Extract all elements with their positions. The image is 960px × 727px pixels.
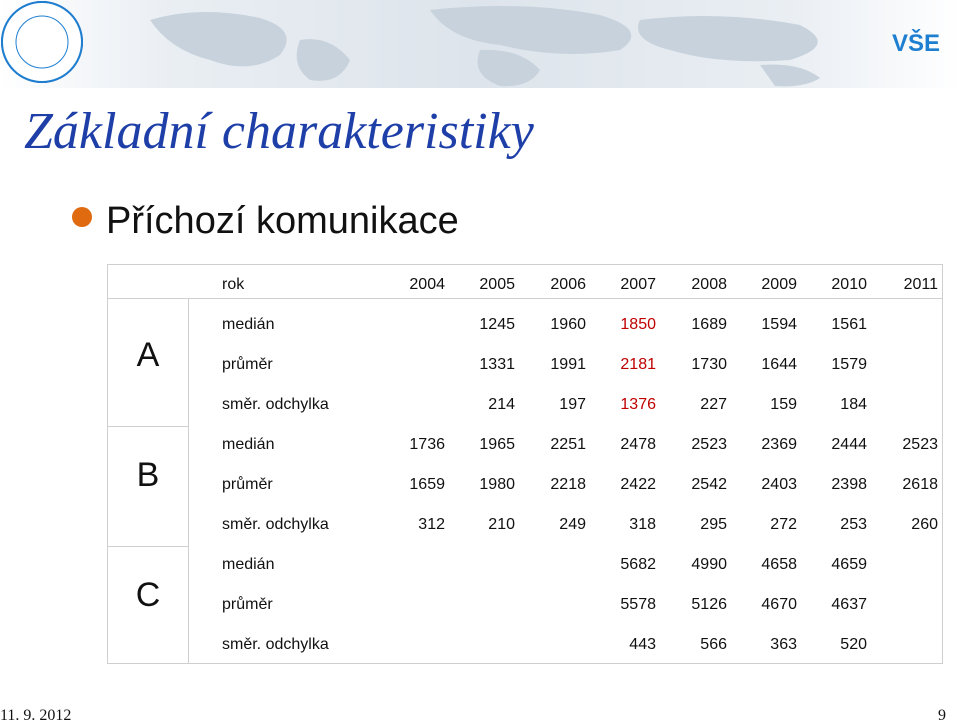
header-label-rok: rok: [222, 276, 245, 293]
table-cell: 159: [770, 396, 797, 413]
table-cell: 1594: [761, 316, 797, 333]
table-cell: 214: [488, 396, 515, 413]
table-cell: 2218: [550, 476, 586, 493]
footer-date: 11. 9. 2012: [0, 707, 72, 724]
row-label: medián: [222, 316, 275, 333]
table-cell: 2618: [902, 476, 938, 493]
table-cell: 363: [770, 636, 797, 653]
table-cell: 2181: [620, 356, 656, 373]
table-cell: 5578: [620, 596, 656, 613]
header-year: 2009: [761, 276, 797, 293]
world-map-graphic: [0, 0, 960, 88]
table-cell: 312: [418, 516, 445, 533]
table-cell: 1965: [479, 436, 515, 453]
table-cell: 249: [559, 516, 586, 533]
row-label: průměr: [222, 476, 273, 493]
header-year: 2007: [620, 276, 656, 293]
row-label: medián: [222, 556, 275, 573]
table-cell: 2403: [761, 476, 797, 493]
table-cell: 1730: [691, 356, 727, 373]
table-cell: 1689: [691, 316, 727, 333]
table-cell: 1245: [479, 316, 515, 333]
table-cell: 2542: [691, 476, 727, 493]
group-label-a: A: [136, 336, 160, 374]
table-cell: 1659: [409, 476, 445, 493]
table-cell: 1980: [479, 476, 515, 493]
vse-logo: [0, 0, 84, 84]
table-cell: 272: [770, 516, 797, 533]
table-cell: 566: [700, 636, 727, 653]
group-label-c: C: [135, 576, 161, 614]
table-cell: 2369: [761, 436, 797, 453]
subtitle-text: Příchozí komunikace: [106, 200, 459, 242]
row-label: průměr: [222, 596, 273, 613]
table-cell: 2251: [550, 436, 586, 453]
table-cell: 1331: [479, 356, 515, 373]
table-cell: 2398: [831, 476, 867, 493]
page-number: 9: [938, 707, 946, 724]
table-cell: 1579: [831, 356, 867, 373]
table-cell: 1991: [550, 356, 586, 373]
table-cell: 5126: [691, 596, 727, 613]
table-cell: 2478: [620, 436, 656, 453]
row-label: směr. odchylka: [222, 516, 329, 533]
vse-logo-text: VŠE: [892, 30, 941, 57]
table-cell: 1561: [831, 316, 867, 333]
slide-subtitle: [72, 200, 459, 243]
header-year: 2010: [831, 276, 867, 293]
slide-title: Základní charakteristiky: [24, 103, 534, 160]
table-cell: 2422: [620, 476, 656, 493]
header-year: 2008: [691, 276, 727, 293]
table-cell: 4990: [691, 556, 727, 573]
group-divider: [107, 546, 188, 547]
table-cell: 1960: [550, 316, 586, 333]
table-cell: 253: [840, 516, 867, 533]
header-year: 2005: [479, 276, 515, 293]
table-cell: 2444: [831, 436, 867, 453]
row-label: průměr: [222, 356, 273, 373]
row-label: směr. odchylka: [222, 396, 329, 413]
table-cell: 1850: [620, 316, 656, 333]
header-divider: [107, 298, 943, 299]
header-banner: [0, 0, 960, 88]
group-label-b: B: [136, 456, 160, 494]
bullet-icon: [72, 207, 92, 227]
header-year: 2006: [550, 276, 586, 293]
table-cell: 5682: [620, 556, 656, 573]
table-cell: 197: [559, 396, 586, 413]
table-cell: 4670: [761, 596, 797, 613]
header-year: 2004: [409, 276, 445, 293]
table-cell: 1644: [761, 356, 797, 373]
table-cell: 184: [840, 396, 867, 413]
header-year: 2011: [903, 276, 938, 293]
table-cell: 260: [911, 516, 938, 533]
table-cell: 1736: [409, 436, 445, 453]
group-divider: [107, 426, 188, 427]
table-cell: 318: [629, 516, 656, 533]
table-cell: 4658: [761, 556, 797, 573]
group-column-divider: [188, 298, 189, 664]
table-cell: 2523: [902, 436, 938, 453]
table-cell: 1376: [620, 396, 656, 413]
table-cell: 443: [629, 636, 656, 653]
table-cell: 2523: [691, 436, 727, 453]
row-label: směr. odchylka: [222, 636, 329, 653]
table-cell: 4659: [831, 556, 867, 573]
table-cell: 4637: [831, 596, 867, 613]
table-cell: 210: [488, 516, 515, 533]
table-cell: 295: [700, 516, 727, 533]
table-cell: 520: [840, 636, 867, 653]
row-label: medián: [222, 436, 275, 453]
table-cell: 227: [700, 396, 727, 413]
